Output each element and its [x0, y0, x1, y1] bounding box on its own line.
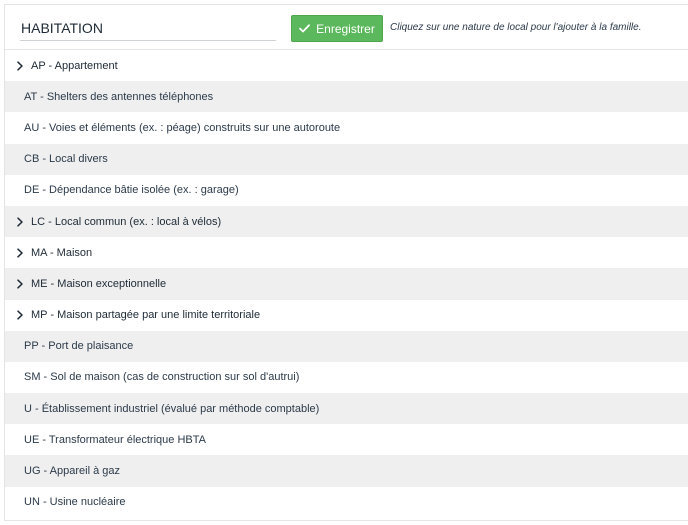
list-item[interactable]: [5, 50, 688, 81]
list-item[interactable]: [5, 206, 688, 237]
editor-header: [5, 5, 688, 50]
save-button-label: Enregistrer: [316, 21, 375, 36]
list-item-label: DE - Dépendance bâtie isolée (ex. : garage): [24, 184, 239, 197]
help-text: Cliquez sur une nature de local pour l'ajouter à la famille.: [390, 22, 642, 33]
chevron-right-icon[interactable]: [16, 310, 31, 320]
list-item-label: AU - Voies et éléments (ex. : péage) construits sur une autoroute: [24, 121, 341, 134]
family-editor-panel: [4, 4, 688, 521]
list-item[interactable]: [5, 144, 688, 175]
list-item[interactable]: [5, 455, 688, 486]
list-item[interactable]: [5, 268, 688, 299]
list-item-label: SM - Sol de maison (cas de construction sur sol d'autrui): [24, 371, 300, 384]
check-icon: [299, 24, 310, 33]
list-item[interactable]: [5, 175, 688, 206]
list-item[interactable]: [5, 424, 688, 455]
chevron-right-icon[interactable]: [16, 279, 31, 289]
list-item[interactable]: [5, 81, 688, 112]
chevron-right-icon[interactable]: [16, 248, 31, 258]
family-name-input[interactable]: [20, 15, 276, 41]
chevron-right-icon[interactable]: [16, 61, 31, 71]
list-item-label: UN - Usine nucléaire: [24, 496, 126, 509]
list-item-label: ME - Maison exceptionnelle: [31, 277, 167, 290]
list-item-label: LC - Local commun (ex. : local à vélos): [31, 215, 222, 228]
list-item[interactable]: [5, 362, 688, 393]
list-item-label: MA - Maison: [31, 246, 93, 259]
list-item-label: AP - Appartement: [31, 59, 118, 72]
list-item-label: CB - Local divers: [24, 153, 108, 166]
list-item[interactable]: [5, 237, 688, 268]
list-item[interactable]: [5, 112, 688, 143]
list-item-label: AT - Shelters des antennes téléphones: [24, 90, 214, 103]
list-item-label: UE - Transformateur électrique HBTA: [24, 433, 206, 446]
list-item-label: UG - Appareil à gaz: [24, 465, 120, 478]
list-item-label: U - Établissement industriel (évalué par méthode comptable): [24, 402, 320, 415]
list-item[interactable]: [5, 331, 688, 362]
list-item[interactable]: [5, 487, 688, 518]
local-nature-list: [5, 50, 688, 518]
save-button[interactable]: [291, 15, 383, 42]
list-item-label: MP - Maison partagée par une limite territoriale: [31, 309, 261, 322]
chevron-right-icon[interactable]: [16, 217, 31, 227]
list-item-label: PP - Port de plaisance: [24, 340, 134, 353]
list-item[interactable]: [5, 393, 688, 424]
list-item[interactable]: [5, 300, 688, 331]
